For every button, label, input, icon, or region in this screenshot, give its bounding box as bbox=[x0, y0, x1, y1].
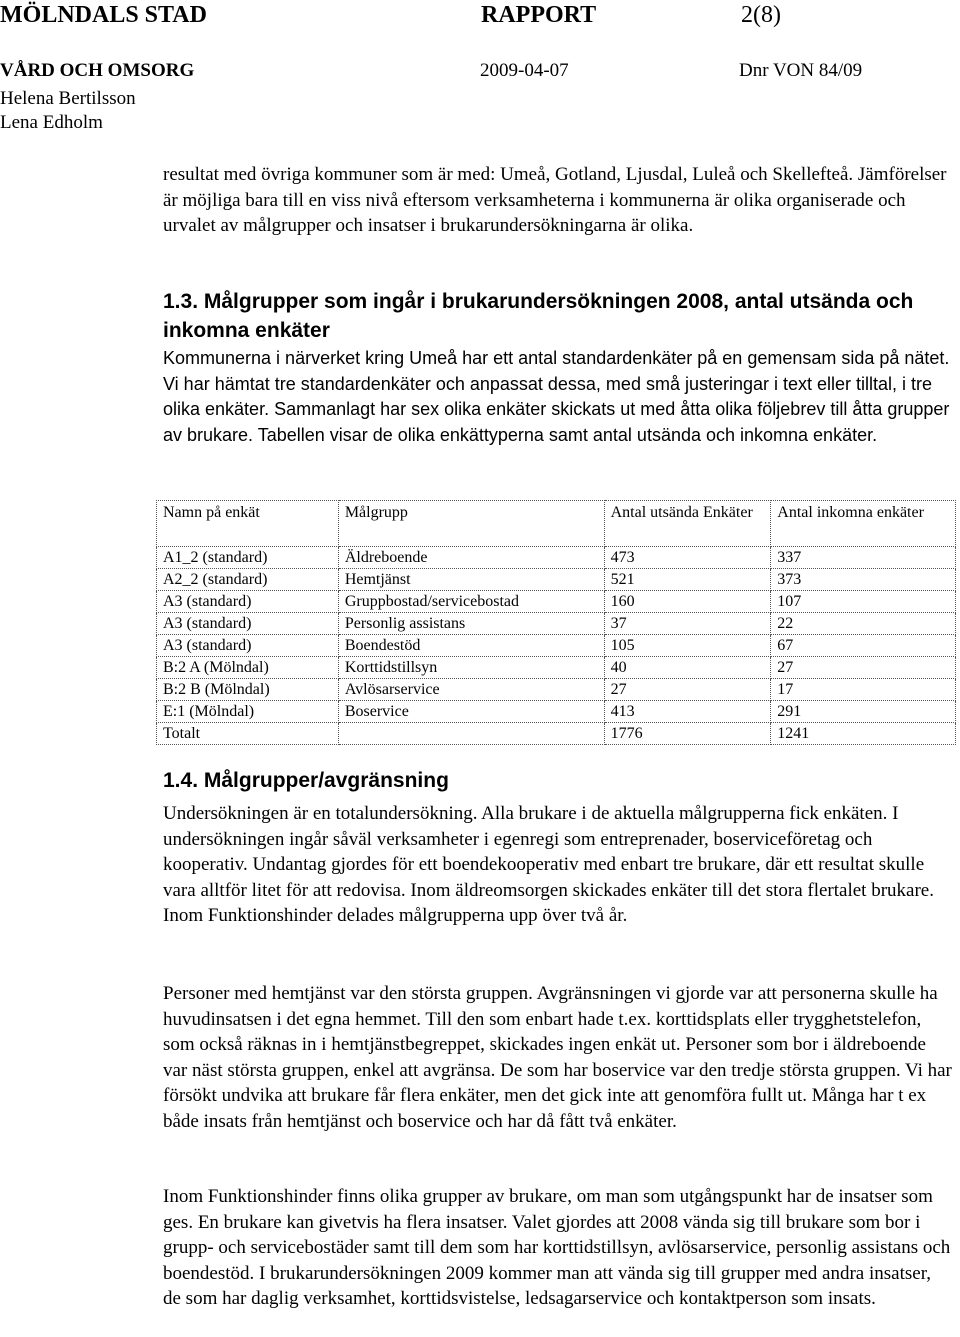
table-total-row bbox=[157, 723, 956, 745]
table-cell: A3 (standard) bbox=[157, 591, 339, 613]
table-cell: 17 bbox=[771, 679, 956, 701]
table-row bbox=[157, 547, 956, 569]
table-cell: Hemtjänst bbox=[338, 569, 604, 591]
header-cell: Målgrupp bbox=[338, 501, 604, 547]
table-cell: A1_2 (standard) bbox=[157, 547, 339, 569]
table-cell: Personlig assistans bbox=[338, 613, 604, 635]
table-cell: 67 bbox=[771, 635, 956, 657]
header-cell: Namn på enkät bbox=[157, 501, 339, 547]
table-row bbox=[157, 569, 956, 591]
reference-number: Dnr VON 84/09 bbox=[739, 60, 863, 81]
table-cell: 105 bbox=[604, 635, 771, 657]
table-cell: 373 bbox=[771, 569, 956, 591]
table-row bbox=[157, 679, 956, 701]
table-cell: Gruppbostad/servicebostad bbox=[338, 591, 604, 613]
table-cell: 1776 bbox=[604, 723, 771, 745]
page-number: 2(8) bbox=[741, 2, 781, 28]
author-1: Helena Bertilsson bbox=[0, 88, 136, 109]
table-cell: 160 bbox=[604, 591, 771, 613]
table-cell: 413 bbox=[604, 701, 771, 723]
table-cell: B:2 B (Mölndal) bbox=[157, 679, 339, 701]
table-row bbox=[157, 591, 956, 613]
table-cell: Boendestöd bbox=[338, 635, 604, 657]
table-cell: 27 bbox=[604, 679, 771, 701]
intro-paragraph: resultat med övriga kommuner som är med: Umeå, Gotland, Ljusdal, Luleå och Skellefteå. Jämförelser är möjliga bara till en viss nivå eftersom verksamheterna i kommunerna är olika organiserade och urvalet av målgrupper och insatser i brukarundersökningarna är olika. bbox=[163, 164, 947, 237]
header-meta-row bbox=[0, 60, 960, 86]
table-cell: 521 bbox=[604, 569, 771, 591]
table-cell: 40 bbox=[604, 657, 771, 679]
author-2: Lena Edholm bbox=[0, 112, 103, 133]
table-row bbox=[157, 613, 956, 635]
table-cell: 337 bbox=[771, 547, 956, 569]
section-1-3-paragraph: Kommunerna i närverket kring Umeå har ett antal standardenkäter på en gemensam sida på nätet. Vi har hämtat tre standardenkäter och anpassat dessa, med små justeringar i text eller tilltal, i tre olika enkäter. Sammanlagt har sex olika enkäter skickats ut med åtta olika följebrev till åtta grupper av brukare. Tabellen visar de olika enkättyperna samt antal utsända och inkomna enkäter. bbox=[163, 348, 950, 445]
table-cell: 291 bbox=[771, 701, 956, 723]
table-cell: Äldreboende bbox=[338, 547, 604, 569]
table-cell: 37 bbox=[604, 613, 771, 635]
section-1-4-heading: 1.4. Målgrupper/avgränsning bbox=[163, 769, 449, 792]
header-top-row bbox=[0, 2, 960, 32]
table-cell: B:2 A (Mölndal) bbox=[157, 657, 339, 679]
table-cell: 22 bbox=[771, 613, 956, 635]
table-cell: Avlösarservice bbox=[338, 679, 604, 701]
table-cell: Korttidstillsyn bbox=[338, 657, 604, 679]
table-cell: Totalt bbox=[157, 723, 339, 745]
survey-table bbox=[156, 500, 956, 745]
table-row bbox=[157, 701, 956, 723]
table-cell: A2_2 (standard) bbox=[157, 569, 339, 591]
table-cell bbox=[338, 723, 604, 745]
header-cell: Antal utsända Enkäter bbox=[604, 501, 771, 547]
section-1-3-heading: 1.3. Målgrupper som ingår i brukarundersökningen 2008, antal utsända och inkomna enkäter bbox=[163, 290, 914, 342]
table-cell: Boservice bbox=[338, 701, 604, 723]
table-row bbox=[157, 657, 956, 679]
table-cell: 1241 bbox=[771, 723, 956, 745]
table-cell: A3 (standard) bbox=[157, 613, 339, 635]
section-1-4-paragraph-3: Inom Funktionshinder finns olika grupper av brukare, om man som utgångspunkt har de insatser som ges. En brukare kan givetvis ha flera insatser. Valet gjordes att 2008 vända sig till brukare som bor i grupp- och servicebostäder samt till dem som har korttidstillsyn, avlösarservice, personlig assistans och boendestöd. I brukarundersökningen 2009 kommer man att vända sig till grupper med andra insatser, de som har daglig verksamhet, korttidsvistelse, ledsagarservice och kontaktperson som insats. bbox=[163, 1186, 951, 1310]
table-cell: 107 bbox=[771, 591, 956, 613]
header-cell: Antal inkomna enkäter bbox=[771, 501, 956, 547]
section-1-4-paragraph-2: Personer med hemtjänst var den största gruppen. Avgränsningen vi gjorde var att personerna skulle ha huvudinsatsen i det egna hemmet. Till den som enbart hade t.ex. korttidsplats eller trygghetstelefon, som också räknas in i hemtjänstbegreppet, skickades ingen enkät ut. Personer som bor i äldreboende var näst största gruppen, enkel att avgränsa. De som har boservice var den tredje största gruppen. Vi har försökt undvika att brukare får flera enkäter, men det gick inte att genomföra fullt ut. Många har t ex både insats från hemtjänst och boservice och har då fått två enkäter. bbox=[163, 983, 952, 1132]
table-row bbox=[157, 635, 956, 657]
report-date: 2009-04-07 bbox=[480, 60, 569, 81]
org-name: MÖLNDALS STAD bbox=[0, 2, 207, 28]
table-cell: E:1 (Mölndal) bbox=[157, 701, 339, 723]
table-cell: A3 (standard) bbox=[157, 635, 339, 657]
table-cell: 27 bbox=[771, 657, 956, 679]
section-1-4-paragraph-1: Undersökningen är en totalundersökning. Alla brukare i de aktuella målgrupperna fick enkäten. I undersökningen ingår såväl verksamheter i egenregi som entreprenader, boserviceföretag och kooperativ. Undantag gjordes för ett boendekooperativ med enbart tre brukare, där ett resultat skulle vara alltför litet för att redovisa. Inom äldreomsorgen skickades enkäter till det stora flertalet brukare. Inom Funktionshinder delades målgrupperna upp över två år. bbox=[163, 803, 934, 927]
table-cell: 473 bbox=[604, 547, 771, 569]
department: VÅRD OCH OMSORG bbox=[0, 60, 195, 81]
doc-type: RAPPORT bbox=[481, 2, 597, 28]
table-header-row bbox=[157, 501, 956, 547]
